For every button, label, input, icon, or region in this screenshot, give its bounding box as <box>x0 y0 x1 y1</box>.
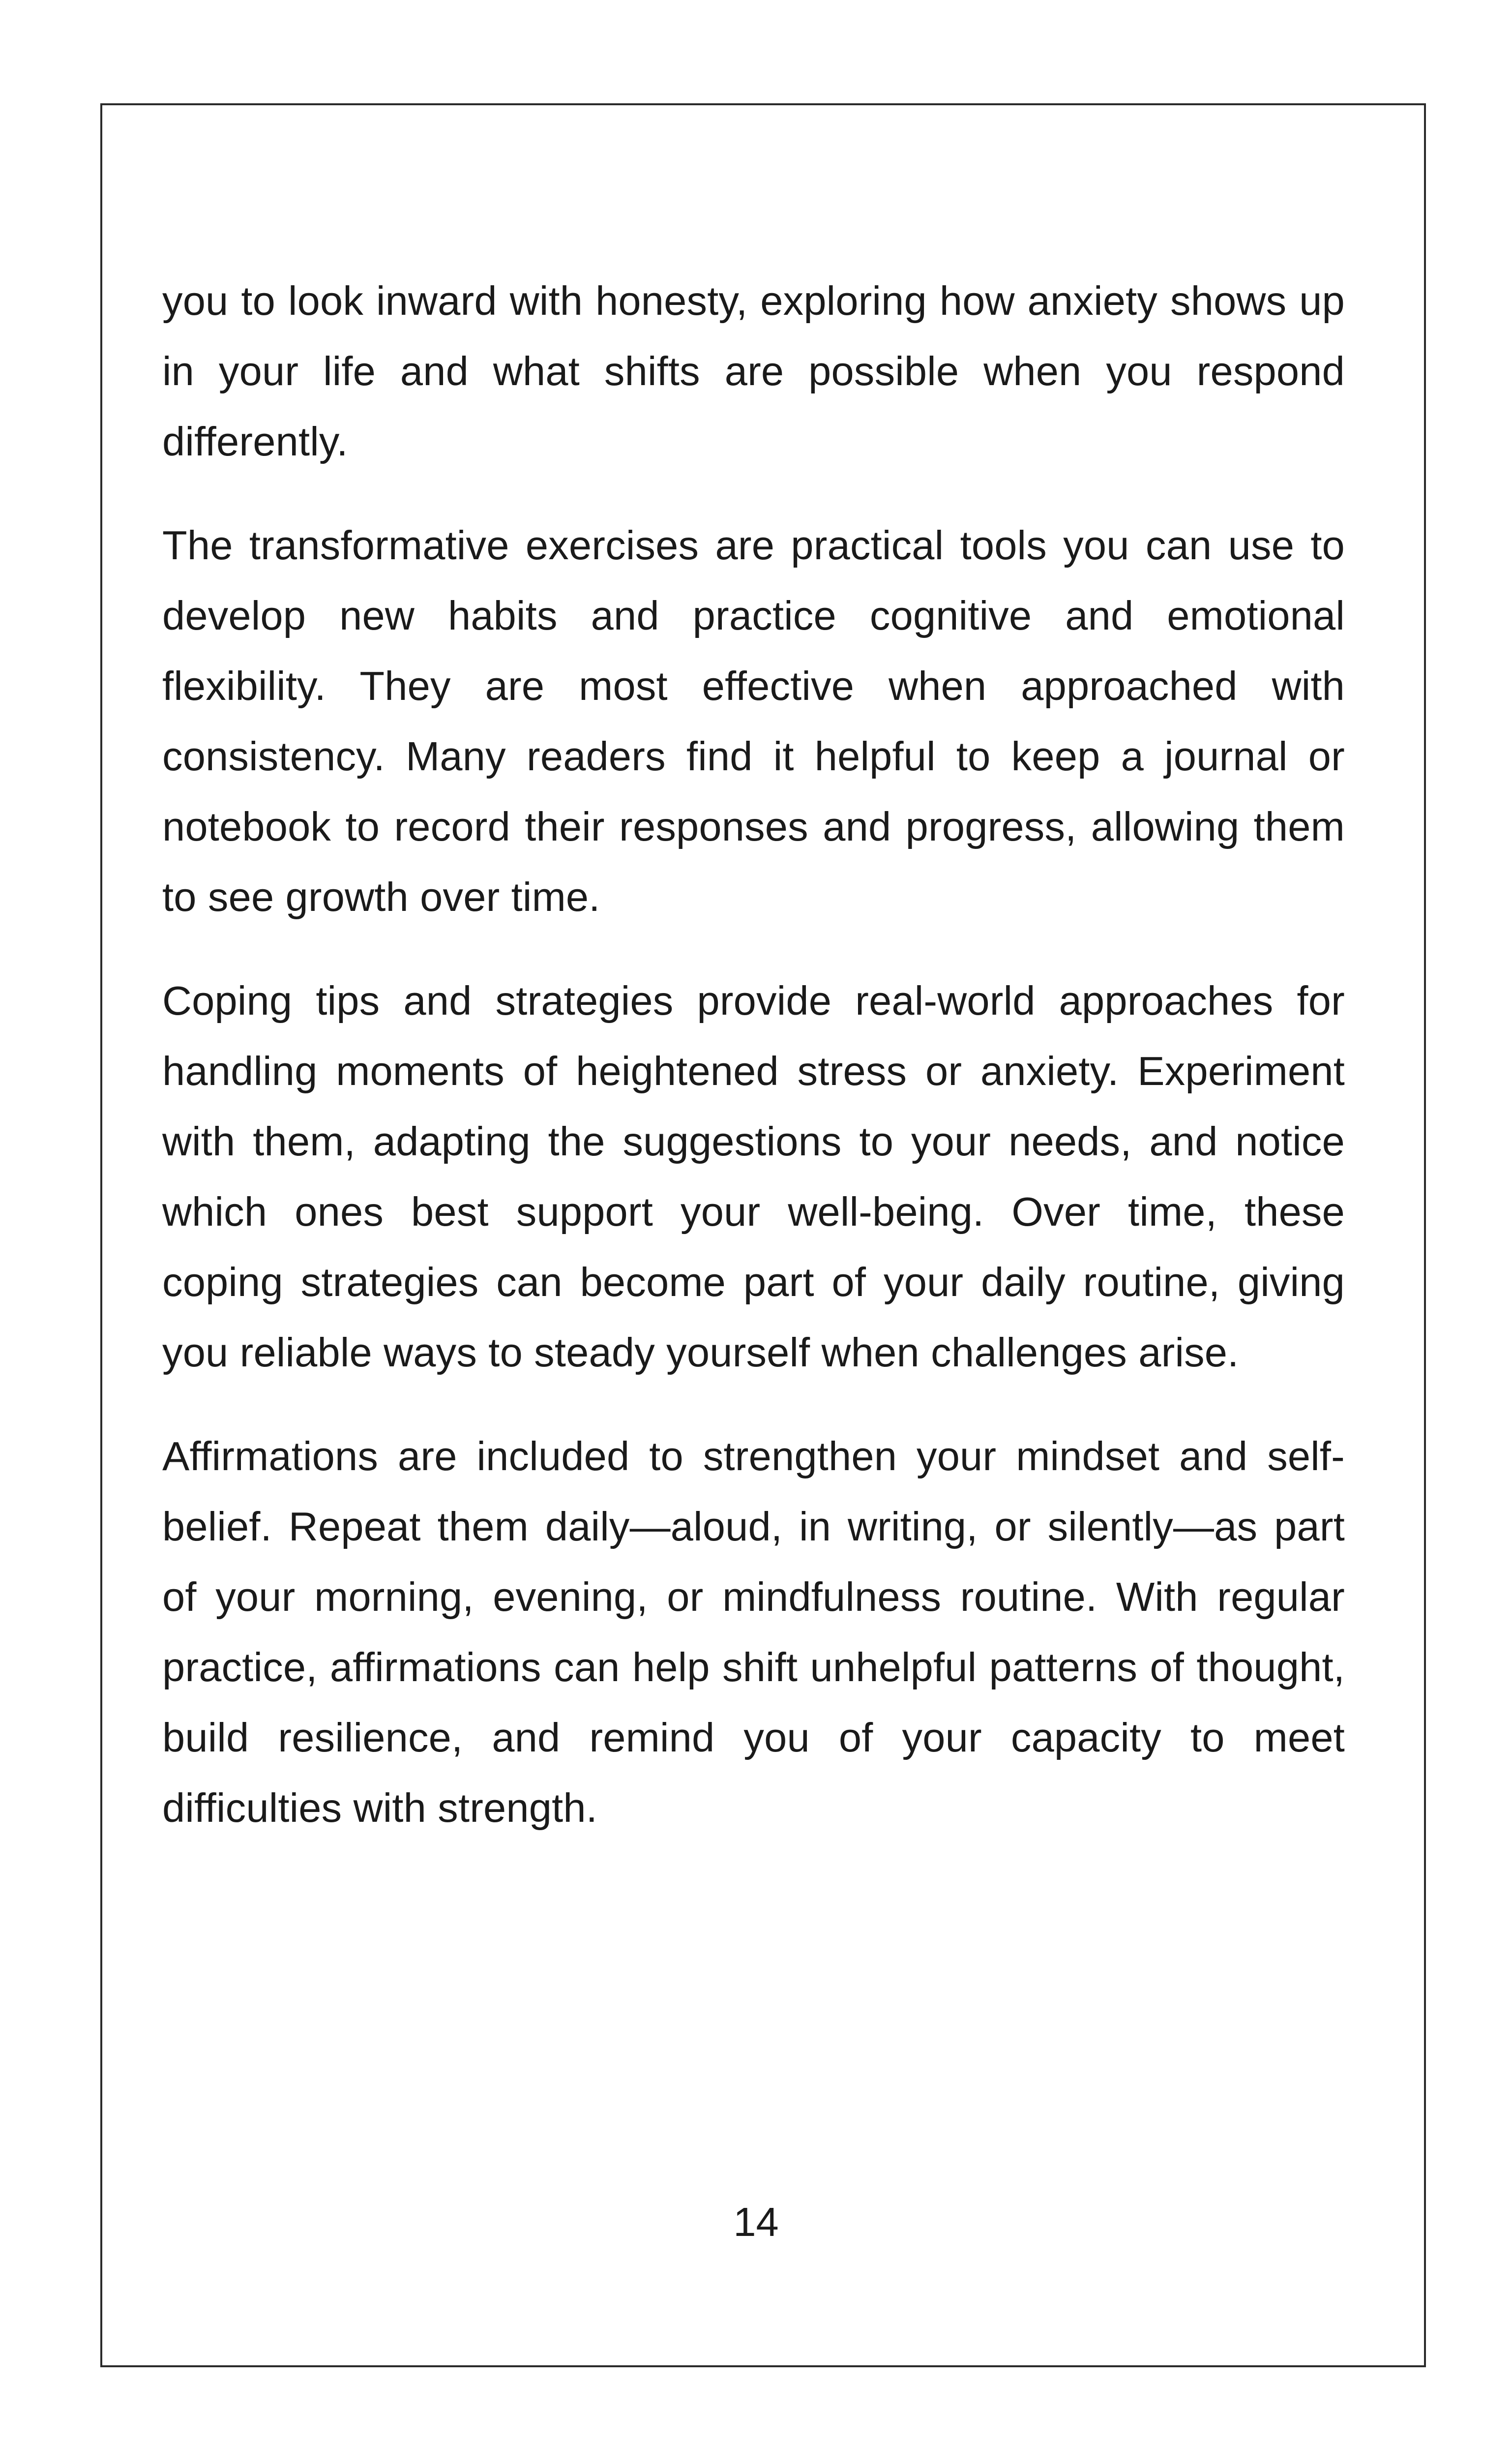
paragraph-affirmations: Affirmations are included to strengthen your mindset and self-belief. Repeat them daily—aloud, in writing, or silently—as part of your morning, evening, or mindfulness routine. With regular practice, affirmations can help shift unhelpful patterns of thought, build resilience, and remind you of your capacity to meet difficulties with strength. <box>162 1433 1345 1831</box>
body-text <box>162 266 1345 1876</box>
paragraph-transformative-exercises: The transformative exercises are practical tools you can use to develop new habits and practice cognitive and emotional flexibility. They are most effective when approached with consistency. Many readers find it helpful to keep a journal or notebook to record their responses and progress, allowing them to see growth over time. <box>162 522 1345 920</box>
page-number: 14 <box>733 2199 779 2245</box>
paragraph-intro-continuation: you to look inward with honesty, exploring how anxiety shows up in your life and what shifts are possible when you respond differently. <box>162 278 1345 464</box>
paragraph-coping-tips: Coping tips and strategies provide real-world approaches for handling moments of heightened stress or anxiety. Experiment with them, adapting the suggestions to your needs, and notice which ones best support your well-being. Over time, these coping strategies can become part of your daily routine, giving you reliable ways to steady yourself when challenges arise. <box>162 978 1345 1375</box>
